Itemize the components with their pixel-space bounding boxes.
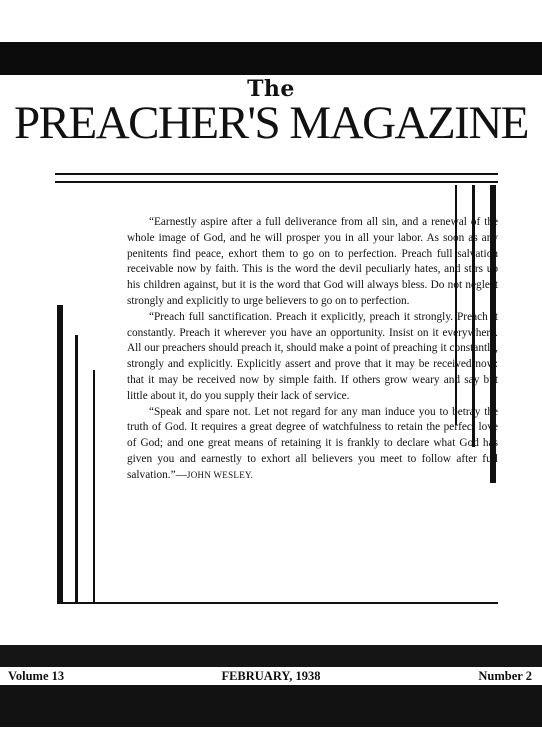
footer-volume: Volume 13 <box>8 669 65 683</box>
attribution: JOHN WESLEY. <box>186 469 254 480</box>
article-body <box>127 215 498 484</box>
paragraph-1: “Earnestly aspire after a full deliverance from all sin, and a renewal of the whole image of God, and he will prosper you in all your labor. As soon as any penitents find peace, exhort them to go on to perfection. Preach full salvation receivable now by faith. This is the word the devil peculiarly hates, and stirs up his children against, but it is the word that God will always bless. Do not neglect strongly and explicitly to urge believers to go on to perfection. <box>127 216 498 307</box>
top-band <box>0 42 542 75</box>
footer-number: Number 2 <box>478 669 532 683</box>
bottom-band-1 <box>0 645 542 667</box>
paragraph-3-text: “Speak and spare not. Let not regard for any man induce you to betray the truth of God. It requires a great degree of watchfulness to retain the perfect love of God; and one great means of retaining it is frankly to declare what God has given you and earnestly to exhort all believers you meet to follow after full salvation.”— <box>127 405 498 481</box>
footer-date: FEBRUARY, 1938 <box>221 669 321 683</box>
masthead-the: The <box>247 76 295 102</box>
left-bar-3 <box>93 370 95 603</box>
rule-top-2 <box>55 181 498 183</box>
masthead-title: PREACHER'S MAGAZINE <box>14 97 528 149</box>
left-bar-1 <box>57 305 63 603</box>
rule-top-1 <box>55 173 498 175</box>
rule-bottom <box>57 602 498 604</box>
paragraph-2: “Preach full sanctification. Preach it explicitly, preach it strongly. Preach it constantly. Preach it wherever you have an opportunity. Insist on it everywhere. All our preachers should preach it, should make a point of preaching it constantly, strongly and explicitly. Explicitly assert and prove that it may be received now: that it may be received now by simple faith. If others grow weary and say but little about it, do you supply their lack of service. <box>127 310 498 402</box>
bottom-band-2 <box>0 685 542 727</box>
paragraph-3 <box>127 405 498 484</box>
left-bar-2 <box>75 335 78 603</box>
